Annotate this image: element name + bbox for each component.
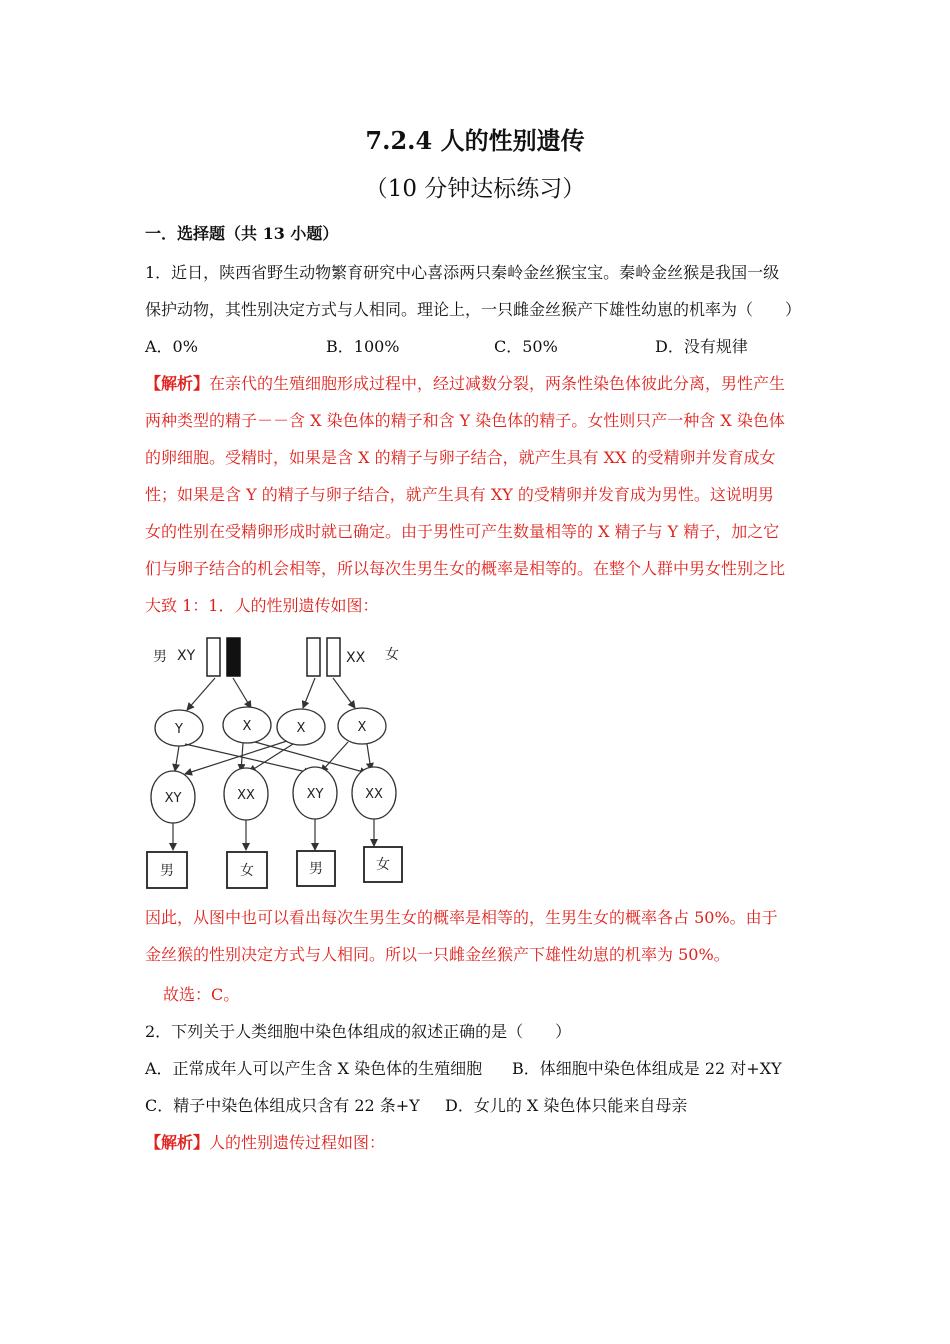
gamete-label: X — [242, 719, 252, 734]
page-title: 7.2.4 人的性别遗传 — [365, 126, 585, 155]
q1-analysis-line1: 【解析】在亲代的生殖细胞形成过程中，经过减数分裂，两条性染色体彼此分离，男性产生 — [145, 374, 786, 393]
q1-analysis-line4: 性；如果是含 Y 的精子与卵子结合，就产生具有 XY 的受精卵并发育成为男性。这说明男 — [145, 485, 774, 504]
analysis-tag: 【解析】 — [145, 1133, 210, 1152]
male-y-chromosome — [227, 638, 240, 676]
analysis-tag: 【解析】 — [145, 374, 210, 393]
zygote-label: XY — [306, 787, 324, 802]
q2-option-d: D．女儿的 X 染色体只能来自母亲 — [445, 1096, 688, 1115]
male-chromosome-label: XY — [177, 648, 196, 664]
offspring-label: 女 — [376, 857, 390, 873]
gamete-label: Y — [175, 722, 183, 737]
q2-option-b: B．体细胞中染色体组成是 22 对+XY — [512, 1059, 782, 1078]
sex-inheritance-diagram — [145, 630, 415, 895]
q1-analysis-line2: 两种类型的精子－－含 X 染色体的精子和含 Y 染色体的精子。女性则只产一种含 X 染色体 — [145, 411, 785, 430]
q1-analysis-line6: 们与卵子结合的机会相等，所以每次生男生女的概率是相等的。在整个人群中男女性别之比 — [145, 559, 786, 578]
female-x-chromosome-2 — [327, 638, 340, 676]
q1-conclusion-line1: 因此，从图中也可以看出每次生男生女的概率是相等的，生男生女的概率各占 50%。由于 — [145, 908, 778, 927]
female-chromosome-label: XX — [346, 650, 366, 666]
zygote-label: XX — [237, 788, 255, 803]
offspring-label: 女 — [240, 863, 254, 879]
q1-analysis-line3: 的卵细胞。受精时，如果是含 X 的精子与卵子结合，就产生具有 XX 的受精卵并发育成女 — [145, 448, 776, 467]
q2-stem: 2．下列关于人类细胞中染色体组成的叙述正确的是（ ） — [145, 1022, 572, 1041]
q2-analysis: 【解析】人的性别遗传过程如图： — [145, 1133, 386, 1152]
zygote-label: XX — [365, 787, 383, 802]
q1-stem-line1: 1．近日，陕西省野生动物繁育研究中心喜添两只秦岭金丝猴宝宝。秦岭金丝猴是我国一级 — [145, 263, 780, 282]
q2-option-c: C．精子中染色体组成只含有 22 条+Y — [145, 1096, 420, 1115]
male-label: 男 — [153, 649, 167, 665]
male-x-chromosome — [207, 638, 220, 676]
q1-option-b: B．100% — [326, 337, 400, 356]
page-subtitle: （10 分钟达标练习） — [364, 176, 586, 202]
q1-analysis-line5: 女的性别在受精卵形成时就已确定。由于男性可产生数量相等的 X 精子与 Y 精子，加之它 — [145, 522, 780, 541]
q2-option-a: A．正常成年人可以产生含 X 染色体的生殖细胞 — [145, 1059, 483, 1078]
q1-conclusion-line2: 金丝猴的性别决定方式与人相同。所以一只雌金丝猴产下雄性幼崽的机率为 50%。 — [145, 945, 730, 964]
offspring-label: 男 — [160, 863, 174, 879]
q1-analysis-line7: 大致 1：1．人的性别遗传如图： — [145, 596, 379, 615]
q1-answer: 故选：C。 — [163, 985, 240, 1004]
q1-stem-line2: 保护动物，其性别决定方式与人相同。理论上，一只雌金丝猴产下雄性幼崽的机率为（ ） — [145, 300, 802, 319]
q1-option-c: C．50% — [494, 337, 558, 356]
female-x-chromosome-1 — [307, 638, 320, 676]
female-label: 女 — [385, 647, 399, 663]
q1-option-d: D．没有规律 — [655, 337, 748, 356]
gamete-label: X — [296, 721, 306, 736]
section-heading: 一．选择题（共 13 小题） — [145, 224, 339, 243]
zygote-label: XY — [164, 791, 182, 806]
q1-option-a: A．0% — [145, 337, 198, 356]
gamete-label: X — [357, 720, 367, 735]
offspring-label: 男 — [309, 861, 323, 877]
